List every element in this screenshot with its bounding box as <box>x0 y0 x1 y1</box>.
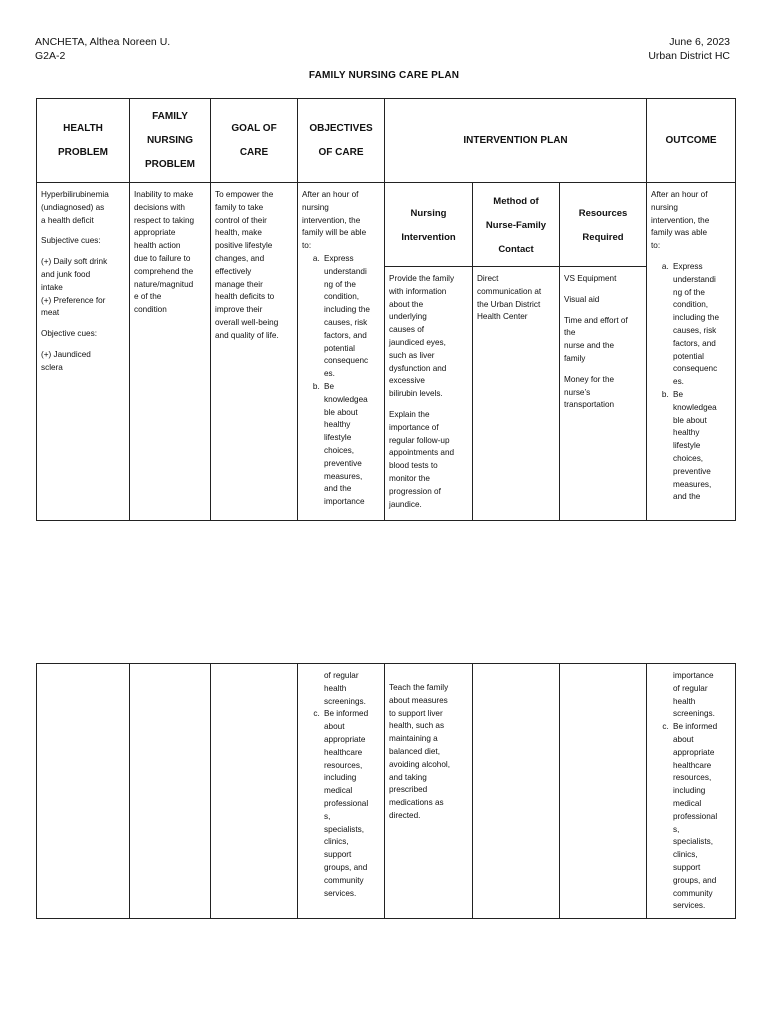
resource-2: Visual aid <box>564 294 600 304</box>
objectives-list <box>302 253 380 509</box>
goal-of-care-text: To empower the family to take control of their health, make positive lifestyle changes, and effectively manage their health deficits to improve their overall well-being and quality of life. <box>215 190 279 340</box>
care-plan-table-page-1 <box>36 98 736 521</box>
visit-date: June 6, 2023 <box>669 36 730 48</box>
header-method-of-contact: Method of Nurse-Family Contact <box>473 183 560 267</box>
header-intervention-plan: INTERVENTION PLAN <box>385 99 647 183</box>
resources-cell-cont <box>560 664 647 919</box>
header-family-nursing-problem: FAMILY NURSING PROBLEM <box>130 99 211 183</box>
nursing-intervention-1: Provide the family with information about the underlying causes of jaundiced eyes, such as liver dysfunction and excessive bilirubin levels. <box>389 274 455 399</box>
visit-info <box>648 35 730 63</box>
outcome-b-continued: importance of regular health screenings. <box>673 671 715 719</box>
goal-of-care-cell-cont <box>211 664 298 919</box>
document-title: FAMILY NURSING CARE PLAN <box>308 70 460 81</box>
header-resources-required: Resources Required <box>560 183 647 267</box>
student-section: G2A-2 <box>35 50 66 62</box>
family-nursing-problem-cell-cont <box>130 664 211 919</box>
outcome-cell-cont <box>647 664 736 919</box>
family-nursing-problem-text: Inability to make decisions with respect to taking appropriate health action due to failure to comprehend the nature/magnitud e of the condition <box>134 190 195 315</box>
nursing-intervention-cell-cont <box>385 664 473 919</box>
goal-of-care-cell <box>211 183 298 521</box>
objective-cues: (+) Jaundiced sclera <box>41 349 91 372</box>
outcome-b: b. Be knowledgea ble about healthy lifestyle choices, preventive measures, and the <box>671 389 731 504</box>
header-outcome: OUTCOME <box>647 99 736 183</box>
subjective-cues-label: Subjective cues: <box>41 236 101 246</box>
objectives-list-cont <box>302 708 380 900</box>
student-name: ANCHETA, Althea Noreen U. <box>35 36 171 48</box>
subjective-cues: (+) Daily soft drink and junk food intake (+) Preference for meat <box>41 257 108 318</box>
outcome-intro: After an hour of nursing intervention, the family was able to: <box>651 190 710 251</box>
objective-b: b. Be knowledgea ble about healthy lifestyle choices, preventive measures, and the importance <box>322 381 380 509</box>
visit-location: Urban District HC <box>648 50 730 62</box>
nursing-intervention-3: Teach the family about measures to support liver health, such as maintaining a balanced diet, avoiding alcohol, and taking prescribed medications as directed. <box>389 683 450 820</box>
care-plan-table-page-2 <box>36 663 736 919</box>
method-of-contact-cell <box>473 267 560 521</box>
outcome-cell <box>647 183 736 521</box>
family-nursing-problem-cell <box>130 183 211 521</box>
objective-cues-label: Objective cues: <box>41 329 97 339</box>
method-of-contact-cell-cont <box>473 664 560 919</box>
objectives-cell-cont <box>298 664 385 919</box>
method-of-contact-text: Direct communication at the Urban District Health Center <box>477 274 542 322</box>
header-health-problem: HEALTH PROBLEM <box>37 99 130 183</box>
outcome-a: a. Express understandi ng of the condition, including the causes, risk factors, and potential consequenc es. <box>671 261 731 389</box>
nursing-intervention-cell <box>385 267 473 521</box>
header-objectives-of-care: OBJECTIVES OF CARE <box>298 99 385 183</box>
objective-b-continued: of regular health screenings. <box>324 671 366 706</box>
resource-1: VS Equipment <box>564 274 617 283</box>
outcome-list-cont <box>651 721 731 913</box>
header-goal-of-care: GOAL OF CARE <box>211 99 298 183</box>
outcome-c: c. Be informed about appropriate healthcare resources, including medical professional s, specialists, clinics, support groups, and community services. <box>671 721 731 913</box>
objectives-intro: After an hour of nursing intervention, the family will be able to: <box>302 190 367 251</box>
outcome-list <box>651 261 731 504</box>
objective-a: a. Express understandi ng of the condition, including the causes, risk factors, and potential consequenc es. <box>322 253 380 381</box>
objectives-cell <box>298 183 385 521</box>
resource-4: Money for the nurse’s transportation <box>564 374 615 410</box>
health-problem-cell-cont <box>37 664 130 919</box>
resources-cell <box>560 267 647 521</box>
header-nursing-intervention: Nursing Intervention <box>385 183 473 267</box>
objective-c: c. Be informed about appropriate healthcare resources, including medical professional s, specialists, clinics, support groups, and community services. <box>322 708 380 900</box>
health-problem-cell <box>37 183 130 521</box>
resource-3: Time and effort of the nurse and the family <box>564 315 628 363</box>
student-info <box>35 35 170 63</box>
nursing-intervention-2: Explain the importance of regular follow-up appointments and blood tests to monitor the progression of jaundice. <box>389 409 455 509</box>
health-problem-title: Hyperbilirubinemia (undiagnosed) as a health deficit <box>41 190 109 225</box>
